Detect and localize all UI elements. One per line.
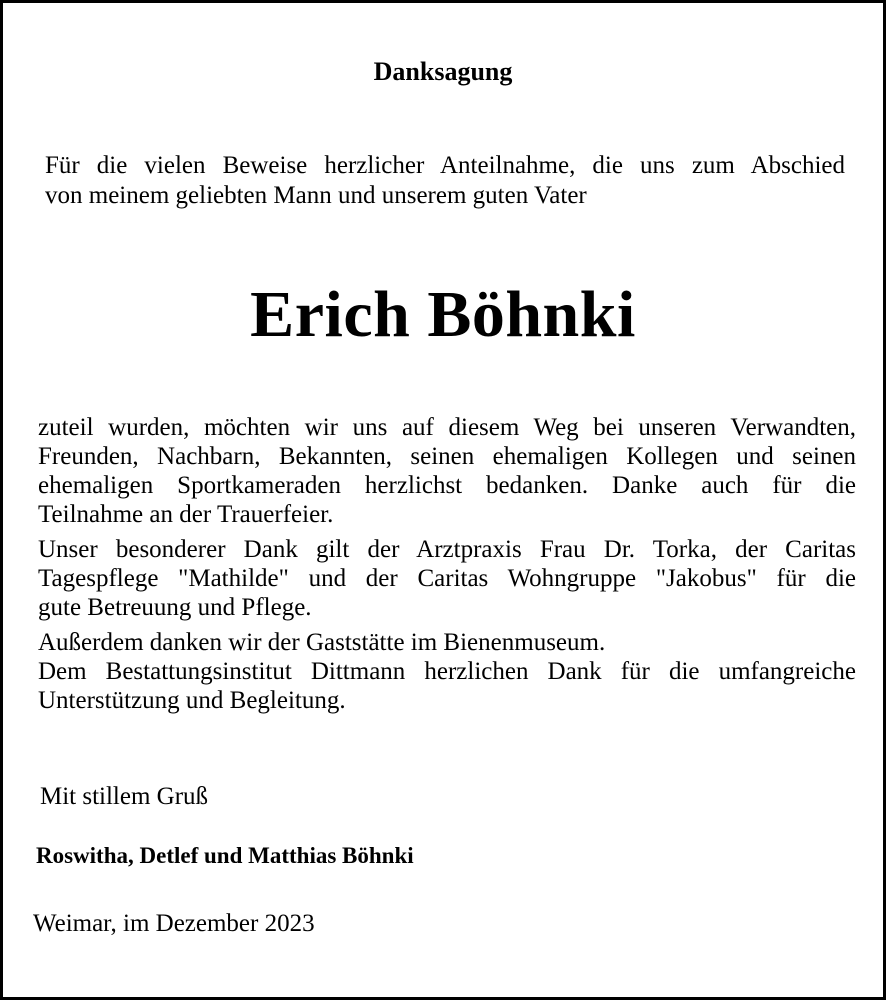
paragraph-line: ehemaligen Sportkameraden herzlichst bedanken. Danke auch für die	[38, 472, 856, 499]
paragraph-thanks	[38, 413, 856, 529]
place-date: Weimar, im Dezember 2023	[33, 910, 315, 937]
paragraph-line: Dem Bestattungsinstitut Dittmann herzlichen Dank für die umfangreiche	[38, 658, 856, 685]
deceased-name: Erich Böhnki	[250, 278, 636, 351]
paragraph-line: Außerdem danken wir der Gaststätte im Bienenmuseum.	[38, 629, 606, 656]
paragraph-line: Teilnahme an der Trauerfeier.	[38, 501, 334, 528]
paragraph-special-thanks	[38, 535, 856, 622]
intro-line: von meinem geliebten Mann und unserem guten Vater	[45, 182, 587, 209]
paragraph-line: Freunden, Nachbarn, Bekannten, seinen ehemaligen Kollegen und seinen	[38, 443, 856, 470]
paragraph-line: Unser besonderer Dank gilt der Arztpraxis Frau Dr. Torka, der Caritas	[38, 536, 856, 563]
intro-line: Für die vielen Beweise herzlicher Anteilnahme, die uns zum Abschied	[45, 152, 845, 179]
closing-greeting: Mit stillem Gruß	[40, 783, 209, 810]
paragraph-line: zuteil wurden, möchten wir uns auf diesem Weg bei unseren Verwandten,	[38, 414, 856, 441]
notice-body	[38, 413, 856, 721]
intro-text	[45, 151, 845, 211]
paragraph-line: Unterstützung und Begleitung.	[38, 687, 346, 714]
paragraph-line: gute Betreuung und Pflege.	[38, 594, 312, 621]
paragraph-line: Tagespflege "Mathilde" und der Caritas Wohngruppe "Jakobus" für die	[38, 565, 856, 592]
signers: Roswitha, Detlef und Matthias Böhnki	[36, 843, 414, 868]
notice-heading: Danksagung	[373, 57, 513, 86]
paragraph-further-thanks	[38, 628, 856, 715]
